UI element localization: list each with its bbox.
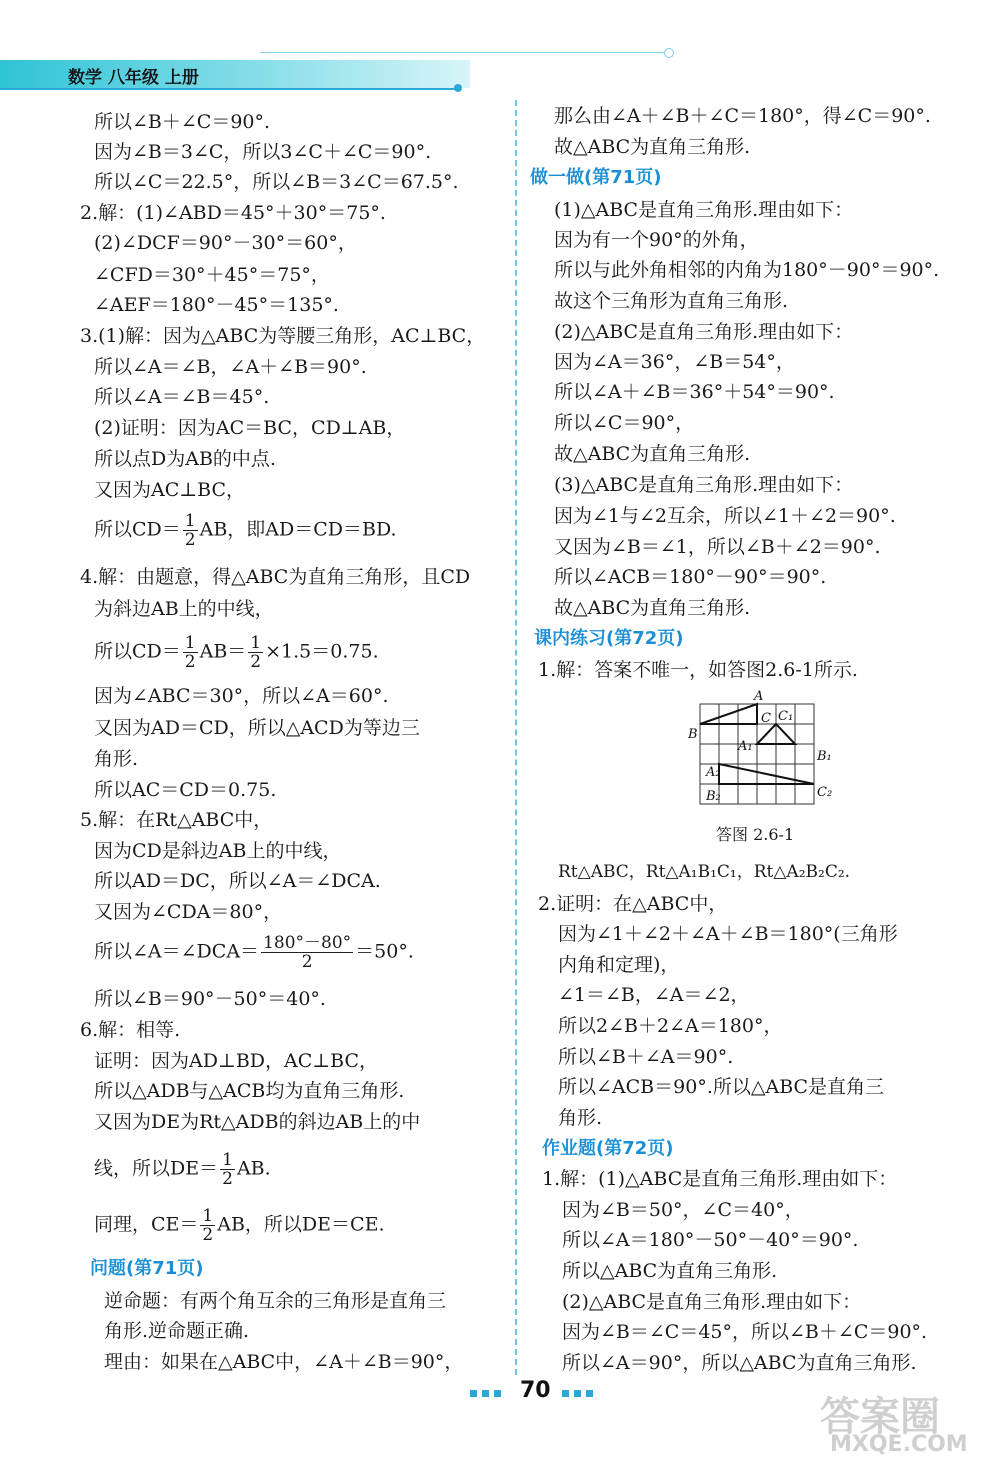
label-c: C xyxy=(761,711,771,726)
answer-line: 所以AC＝CD＝0.75. xyxy=(94,779,277,801)
fraction-line xyxy=(94,934,414,971)
numerator: 1 xyxy=(250,633,262,653)
triangle-a2b2c2 xyxy=(719,764,814,784)
denominator: 2 xyxy=(202,1225,214,1245)
answer-line: 所以△ABC为直角三角形. xyxy=(562,1260,778,1282)
answer-line: (2)证明：因为AC＝BC，CD⊥AB， xyxy=(94,417,406,439)
answer-line: 2.解：(1)∠ABD＝45°＋30°＝75°. xyxy=(80,202,386,224)
label-c2: C₂ xyxy=(817,785,833,800)
column-divider xyxy=(515,100,517,1375)
denominator: 2 xyxy=(250,652,262,672)
numerator: 1 xyxy=(222,1150,233,1170)
denominator: 2 xyxy=(222,1169,233,1189)
header-underline xyxy=(0,88,460,90)
answer-line: ∠AEF＝180°－45°＝135°. xyxy=(94,294,339,316)
answer-line: 内角和定理)， xyxy=(558,954,680,976)
fraction xyxy=(261,934,353,971)
watermark-logo: 答案圈 xyxy=(820,1394,940,1440)
header-title: 数学 八年级 上册 xyxy=(68,68,199,88)
answer-line: 6.解：相等. xyxy=(80,1019,181,1041)
denominator: 2 xyxy=(301,952,313,972)
numerator: 180°－80° xyxy=(263,933,352,953)
answer-line: (1)△ABC是直角三角形.理由如下： xyxy=(554,199,854,221)
numerator: 1 xyxy=(184,511,196,531)
answer-line: 1.解：答案不唯一，如答图2.6-1所示. xyxy=(538,659,858,681)
answer-line: 因为∠B＝∠C＝45°，所以∠B＋∠C＝90°. xyxy=(562,1321,928,1343)
page-deco-square xyxy=(586,1390,593,1397)
answer-line: Rt△ABC，Rt△A₁B₁C₁，Rt△A₂B₂C₂. xyxy=(558,862,851,882)
answer-line: 2.证明：在△ABC中， xyxy=(538,893,728,915)
answer-line: 所以∠A＝∠B＝45°. xyxy=(94,386,270,408)
header-thin-line xyxy=(260,52,670,53)
triangle-abc xyxy=(700,704,757,724)
label-b: B xyxy=(688,727,698,742)
answer-line: 又因为∠CDA＝80°， xyxy=(94,901,283,923)
grid-figure xyxy=(688,688,838,818)
label-b2: B₂ xyxy=(706,789,721,804)
watermark-url: MXQE.COM xyxy=(830,1432,968,1457)
line-text: 线，所以DE＝ xyxy=(94,1157,219,1180)
answer-line: 1.解：(1)△ABC是直角三角形.理由如下： xyxy=(542,1168,898,1190)
answer-line: 所以∠ACB＝90°.所以△ABC是直角三 xyxy=(558,1076,885,1098)
fraction-line xyxy=(94,634,379,671)
header-underline-dot xyxy=(454,84,462,92)
answer-line: 又因为∠B＝∠1，所以∠B＋∠2＝90°. xyxy=(554,536,881,558)
answer-line: 因为有一个90°的外角， xyxy=(554,229,759,251)
answer-line: 因为∠ABC＝30°，所以∠A＝60°. xyxy=(94,685,389,707)
answer-line: 又因为DE为Rt△ADB的斜边AB上的中 xyxy=(94,1111,421,1133)
answer-line: ∠1＝∠B，∠A＝∠2， xyxy=(558,984,750,1006)
answer-line: 所以AD＝DC，所以∠A＝∠DCA. xyxy=(94,870,381,892)
answer-line: 角形.逆命题正确. xyxy=(104,1320,250,1342)
answer-line: 故△ABC为直角三角形. xyxy=(554,443,751,465)
line-text: AB，即AD＝CD＝BD. xyxy=(199,518,397,541)
page-number: 70 xyxy=(520,1378,551,1403)
answer-line: 角形. xyxy=(94,748,139,770)
section-heading: 作业题(第72页) xyxy=(542,1138,674,1159)
answer-line: 所以与此外角相邻的内角为180°－90°＝90°. xyxy=(554,259,940,281)
answer-line: 逆命题：有两个角互余的三角形是直角三 xyxy=(104,1290,447,1312)
answer-line: 故这个三角形为直角三角形. xyxy=(554,290,789,312)
fraction xyxy=(183,512,198,549)
answer-line: 所以∠A＋∠B＝36°＋54°＝90°. xyxy=(554,381,835,403)
answer-line: 所以△ADB与△ACB均为直角三角形. xyxy=(94,1080,405,1102)
page-deco-square xyxy=(494,1390,501,1397)
section-heading: 做一做(第71页) xyxy=(530,167,662,188)
answer-line: 4.解：由题意，得△ABC为直角三角形，且CD xyxy=(80,566,471,588)
line-text: ×1.5＝0.75. xyxy=(265,640,379,663)
label-a2: A₂ xyxy=(706,765,721,780)
page-deco-square xyxy=(562,1390,569,1397)
answer-line: (2)△ABC是直角三角形.理由如下： xyxy=(554,321,854,343)
answer-line: 所以∠ACB＝180°－90°＝90°. xyxy=(554,566,827,588)
fraction xyxy=(248,634,263,671)
answer-line: 5.解：在Rt△ABC中， xyxy=(80,809,273,831)
answer-line: 所以2∠B＋2∠A＝180°， xyxy=(558,1015,783,1037)
answer-line: 那么由∠A＋∠B＋∠C＝180°，得∠C＝90°. xyxy=(554,105,931,127)
answer-line: 所以∠B＋∠A＝90°. xyxy=(558,1046,734,1068)
answer-line: 理由：如果在△ABC中，∠A＋∠B＝90°， xyxy=(104,1351,464,1373)
answer-line: 所以∠A＝180°－50°－40°＝90°. xyxy=(562,1229,859,1251)
answer-line: 角形. xyxy=(558,1107,603,1129)
label-a1: A₁ xyxy=(738,739,753,754)
answer-line: 所以∠B＋∠C＝90°. xyxy=(94,111,271,133)
label-c1: C₁ xyxy=(778,709,794,724)
answer-line: (2)△ABC是直角三角形.理由如下： xyxy=(562,1291,862,1313)
fraction xyxy=(183,634,198,671)
line-text: AB，所以DE＝CE. xyxy=(217,1213,385,1236)
fraction-line xyxy=(94,1207,384,1244)
denominator: 2 xyxy=(184,530,196,550)
answer-line: (3)△ABC是直角三角形.理由如下： xyxy=(554,474,854,496)
answer-line: 又因为AC⊥BC， xyxy=(94,479,245,501)
line-text: 同理，CE＝ xyxy=(94,1213,199,1236)
answer-line: 证明：因为AD⊥BD，AC⊥BC， xyxy=(94,1050,378,1072)
answer-line: 因为∠1与∠2互余，所以∠1＋∠2＝90°. xyxy=(554,505,896,527)
line-text: 所以CD＝ xyxy=(94,518,181,541)
label-b1: B₁ xyxy=(817,749,832,764)
figure-caption: 答图 2.6-1 xyxy=(716,825,795,844)
numerator: 1 xyxy=(184,633,196,653)
answer-line: (2)∠DCF＝90°－30°＝60°， xyxy=(94,232,357,254)
answer-line: 所以点D为AB的中点. xyxy=(94,448,276,470)
answer-line: 所以∠A＝90°，所以△ABC为直角三角形. xyxy=(562,1352,917,1374)
answer-line: 因为∠B＝3∠C，所以3∠C＋∠C＝90°. xyxy=(94,141,432,163)
fraction-line xyxy=(94,1151,271,1188)
answer-line: 因为CD是斜边AB上的中线， xyxy=(94,840,342,862)
answer-line: 故△ABC为直角三角形. xyxy=(554,597,751,619)
answer-line: 又因为AD＝CD，所以△ACD为等边三 xyxy=(94,717,420,739)
line-text: 所以CD＝ xyxy=(94,640,181,663)
line-text: AB＝ xyxy=(199,640,247,663)
answer-line: 3.(1)解：因为△ABC为等腰三角形，AC⊥BC， xyxy=(80,325,486,347)
line-text: 所以∠A＝∠DCA＝ xyxy=(94,940,260,963)
header-line-end-dot xyxy=(664,48,674,58)
answer-line: 所以∠C＝22.5°，所以∠B＝3∠C＝67.5°. xyxy=(94,171,459,193)
answer-line: ∠CFD＝30°＋45°＝75°， xyxy=(94,264,330,286)
answer-line: 因为∠1＋∠2＋∠A＋∠B＝180°(三角形 xyxy=(558,923,898,945)
section-heading: 课内练习(第72页) xyxy=(534,628,684,649)
answer-line: 故△ABC为直角三角形. xyxy=(554,136,751,158)
fraction xyxy=(200,1207,215,1244)
answer-line: 因为∠A＝36°，∠B＝54°， xyxy=(554,351,795,373)
label-a: A xyxy=(754,689,764,704)
page-deco-square xyxy=(574,1390,581,1397)
denominator: 2 xyxy=(184,652,196,672)
page-deco-square xyxy=(482,1390,489,1397)
fraction xyxy=(220,1151,235,1188)
fraction-line xyxy=(94,512,397,549)
line-text: ＝50°. xyxy=(355,940,414,963)
answer-line: 所以∠C＝90°， xyxy=(554,412,695,434)
line-text: AB. xyxy=(236,1157,271,1180)
page-deco-square xyxy=(470,1390,477,1397)
answer-line: 因为∠B＝50°，∠C＝40°， xyxy=(562,1199,804,1221)
numerator: 1 xyxy=(202,1206,214,1226)
answer-line: 所以∠A＝∠B，∠A＋∠B＝90°. xyxy=(94,356,367,378)
section-heading: 问题(第71页) xyxy=(90,1258,204,1279)
answer-line: 所以∠B＝90°－50°＝40°. xyxy=(94,988,326,1010)
answer-line: 为斜边AB上的中线， xyxy=(94,598,274,620)
